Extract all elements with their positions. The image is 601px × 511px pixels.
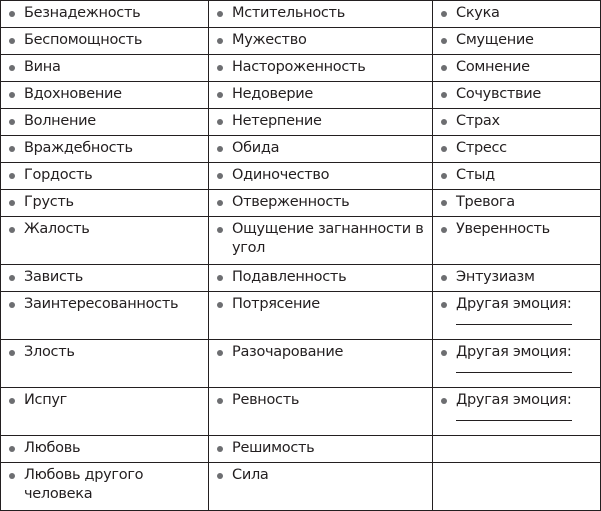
emotion-item — [7, 112, 204, 131]
bullet-icon — [441, 302, 447, 308]
emotion-label: Ощущение загнанности в угол — [232, 221, 424, 256]
table-row — [1, 136, 601, 163]
emotion-cell — [1, 109, 209, 136]
other-emotion-blank-line[interactable] — [456, 362, 572, 373]
emotion-label: Заинтересованность — [24, 296, 179, 312]
bullet-icon — [9, 173, 15, 179]
emotion-item — [215, 343, 428, 362]
empty-cell — [433, 436, 601, 463]
emotion-item — [215, 31, 428, 50]
emotion-item — [439, 391, 596, 410]
emotion-cell — [1, 55, 209, 82]
emotion-item — [439, 58, 596, 77]
emotion-cell — [209, 388, 433, 436]
bullet-icon — [441, 65, 447, 71]
bullet-icon — [217, 473, 223, 479]
emotion-item — [215, 439, 428, 458]
table-row — [1, 388, 601, 436]
table-row — [1, 217, 601, 265]
emotion-cell — [209, 292, 433, 340]
emotion-label: Любовь — [24, 440, 81, 456]
emotion-label: Безнадежность — [24, 5, 141, 21]
bullet-icon — [9, 200, 15, 206]
emotion-cell — [433, 163, 601, 190]
emotion-cell — [1, 28, 209, 55]
emotion-label: Мстительность — [232, 5, 345, 21]
emotion-item — [439, 193, 596, 212]
emotion-item — [7, 4, 204, 23]
emotion-item — [7, 220, 204, 239]
emotion-label: Грусть — [24, 194, 74, 210]
emotion-item — [7, 466, 204, 504]
emotion-label: Злость — [24, 344, 75, 360]
emotion-item — [439, 31, 596, 50]
emotions-table-body — [1, 1, 601, 511]
emotion-cell — [1, 388, 209, 436]
bullet-icon — [9, 11, 15, 17]
bullet-icon — [9, 146, 15, 152]
emotion-cell — [433, 28, 601, 55]
emotion-label: Другая эмоция: — [456, 392, 572, 408]
emotion-label: Отверженность — [232, 194, 350, 210]
emotion-cell — [209, 82, 433, 109]
emotion-cell — [433, 82, 601, 109]
bullet-icon — [217, 146, 223, 152]
emotion-cell — [433, 1, 601, 28]
emotion-item — [7, 439, 204, 458]
table-row — [1, 436, 601, 463]
emotion-item — [215, 193, 428, 212]
emotion-item — [439, 343, 596, 362]
bullet-icon — [217, 65, 223, 71]
emotion-cell — [433, 217, 601, 265]
emotion-cell — [433, 265, 601, 292]
bullet-icon — [9, 446, 15, 452]
emotion-label: Волнение — [24, 113, 96, 129]
emotion-item — [7, 139, 204, 158]
emotion-label: Одиночество — [232, 167, 330, 183]
emotion-label: Сочувствие — [456, 86, 541, 102]
bullet-icon — [217, 92, 223, 98]
emotion-label: Смущение — [456, 32, 534, 48]
bullet-icon — [217, 275, 223, 281]
other-emotion-blank-line[interactable] — [456, 410, 572, 421]
emotion-item — [215, 466, 428, 485]
emotion-item — [215, 220, 428, 258]
emotion-label: Разочарование — [232, 344, 344, 360]
other-emotion-blank-line[interactable] — [456, 314, 572, 325]
emotion-cell — [1, 136, 209, 163]
emotion-cell — [209, 340, 433, 388]
table-row — [1, 82, 601, 109]
emotion-label: Испуг — [24, 392, 67, 408]
emotion-cell — [1, 436, 209, 463]
bullet-icon — [441, 398, 447, 404]
bullet-icon — [9, 227, 15, 233]
emotion-label: Жалость — [24, 221, 90, 237]
bullet-icon — [441, 38, 447, 44]
emotion-item — [7, 268, 204, 287]
table-row — [1, 265, 601, 292]
bullet-icon — [9, 350, 15, 356]
emotion-item — [439, 139, 596, 158]
emotion-label: Решимость — [232, 440, 315, 456]
bullet-icon — [217, 350, 223, 356]
emotion-cell — [1, 463, 209, 511]
emotion-cell — [433, 388, 601, 436]
bullet-icon — [217, 398, 223, 404]
emotion-cell — [209, 136, 433, 163]
emotion-item — [439, 85, 596, 104]
emotion-cell — [209, 55, 433, 82]
bullet-icon — [9, 38, 15, 44]
table-row — [1, 1, 601, 28]
table-row — [1, 190, 601, 217]
bullet-icon — [217, 227, 223, 233]
emotion-cell — [433, 340, 601, 388]
bullet-icon — [9, 302, 15, 308]
emotion-label: Гордость — [24, 167, 93, 183]
emotion-item — [215, 85, 428, 104]
emotion-item — [7, 85, 204, 104]
emotion-item — [439, 112, 596, 131]
bullet-icon — [217, 446, 223, 452]
bullet-icon — [217, 38, 223, 44]
emotion-cell — [1, 340, 209, 388]
emotion-label: Нетерпение — [232, 113, 322, 129]
bullet-icon — [9, 119, 15, 125]
emotion-cell — [209, 163, 433, 190]
emotion-cell — [1, 82, 209, 109]
emotion-item — [439, 4, 596, 23]
bullet-icon — [441, 92, 447, 98]
table-row — [1, 463, 601, 511]
emotion-label: Потрясение — [232, 296, 320, 312]
emotion-cell — [1, 190, 209, 217]
bullet-icon — [9, 92, 15, 98]
emotion-item — [439, 166, 596, 185]
emotion-cell — [209, 436, 433, 463]
bullet-icon — [9, 65, 15, 71]
emotion-item — [7, 391, 204, 410]
emotion-label: Враждебность — [24, 140, 133, 156]
emotion-label: Другая эмоция: — [456, 344, 572, 360]
emotion-cell — [1, 1, 209, 28]
emotion-item — [439, 220, 596, 239]
bullet-icon — [441, 146, 447, 152]
emotion-cell — [1, 217, 209, 265]
bullet-icon — [217, 11, 223, 17]
emotion-label: Энтузиазм — [456, 269, 535, 285]
emotion-cell — [209, 217, 433, 265]
emotion-item — [7, 31, 204, 50]
bullet-icon — [441, 119, 447, 125]
table-row — [1, 55, 601, 82]
emotion-label: Беспомощность — [24, 32, 143, 48]
emotion-cell — [209, 28, 433, 55]
emotion-label: Подавленность — [232, 269, 347, 285]
emotion-item — [215, 112, 428, 131]
emotion-cell — [209, 265, 433, 292]
bullet-icon — [217, 119, 223, 125]
emotion-label: Обида — [232, 140, 280, 156]
emotion-cell — [433, 190, 601, 217]
bullet-icon — [441, 173, 447, 179]
emotion-item — [215, 391, 428, 410]
empty-cell — [433, 463, 601, 511]
emotion-label: Зависть — [24, 269, 84, 285]
emotion-label: Другая эмоция: — [456, 296, 572, 312]
emotion-label: Настороженность — [232, 59, 366, 75]
emotion-label: Стыд — [456, 167, 495, 183]
emotion-label: Вина — [24, 59, 61, 75]
emotion-cell — [433, 55, 601, 82]
bullet-icon — [441, 200, 447, 206]
bullet-icon — [9, 473, 15, 479]
emotion-label: Скука — [456, 5, 500, 21]
table-row — [1, 292, 601, 340]
emotion-cell — [433, 136, 601, 163]
bullet-icon — [441, 227, 447, 233]
emotion-item — [7, 166, 204, 185]
bullet-icon — [217, 200, 223, 206]
emotion-item — [215, 4, 428, 23]
bullet-icon — [9, 275, 15, 281]
emotion-label: Любовь другого человека — [24, 467, 144, 502]
emotion-item — [215, 268, 428, 287]
emotion-cell — [209, 463, 433, 511]
emotion-item — [7, 58, 204, 77]
emotion-label: Недоверие — [232, 86, 314, 102]
bullet-icon — [441, 275, 447, 281]
emotion-cell — [209, 109, 433, 136]
emotion-cell — [1, 292, 209, 340]
emotion-item — [7, 193, 204, 212]
emotion-label: Тревога — [456, 194, 515, 210]
emotion-label: Уверенность — [456, 221, 550, 237]
emotion-label: Мужество — [232, 32, 307, 48]
emotion-cell — [1, 265, 209, 292]
emotion-label: Вдохновение — [24, 86, 122, 102]
emotion-cell — [209, 190, 433, 217]
emotion-item — [439, 268, 596, 287]
emotion-label: Страх — [456, 113, 500, 129]
emotion-label: Сомнение — [456, 59, 530, 75]
bullet-icon — [441, 11, 447, 17]
emotion-item — [7, 343, 204, 362]
bullet-icon — [9, 398, 15, 404]
bullet-icon — [441, 350, 447, 356]
emotion-item — [7, 295, 204, 314]
emotion-cell — [1, 163, 209, 190]
bullet-icon — [217, 173, 223, 179]
emotion-item — [215, 58, 428, 77]
emotion-item — [215, 139, 428, 158]
table-row — [1, 109, 601, 136]
emotion-cell — [433, 292, 601, 340]
emotion-cell — [433, 109, 601, 136]
table-row — [1, 163, 601, 190]
emotion-item — [215, 295, 428, 314]
bullet-icon — [217, 302, 223, 308]
emotion-item — [215, 166, 428, 185]
emotion-label: Сила — [232, 467, 269, 483]
table-row — [1, 28, 601, 55]
emotion-label: Стресс — [456, 140, 507, 156]
emotion-cell — [209, 1, 433, 28]
emotion-label: Ревность — [232, 392, 300, 408]
table-row — [1, 340, 601, 388]
emotion-item — [439, 295, 596, 314]
